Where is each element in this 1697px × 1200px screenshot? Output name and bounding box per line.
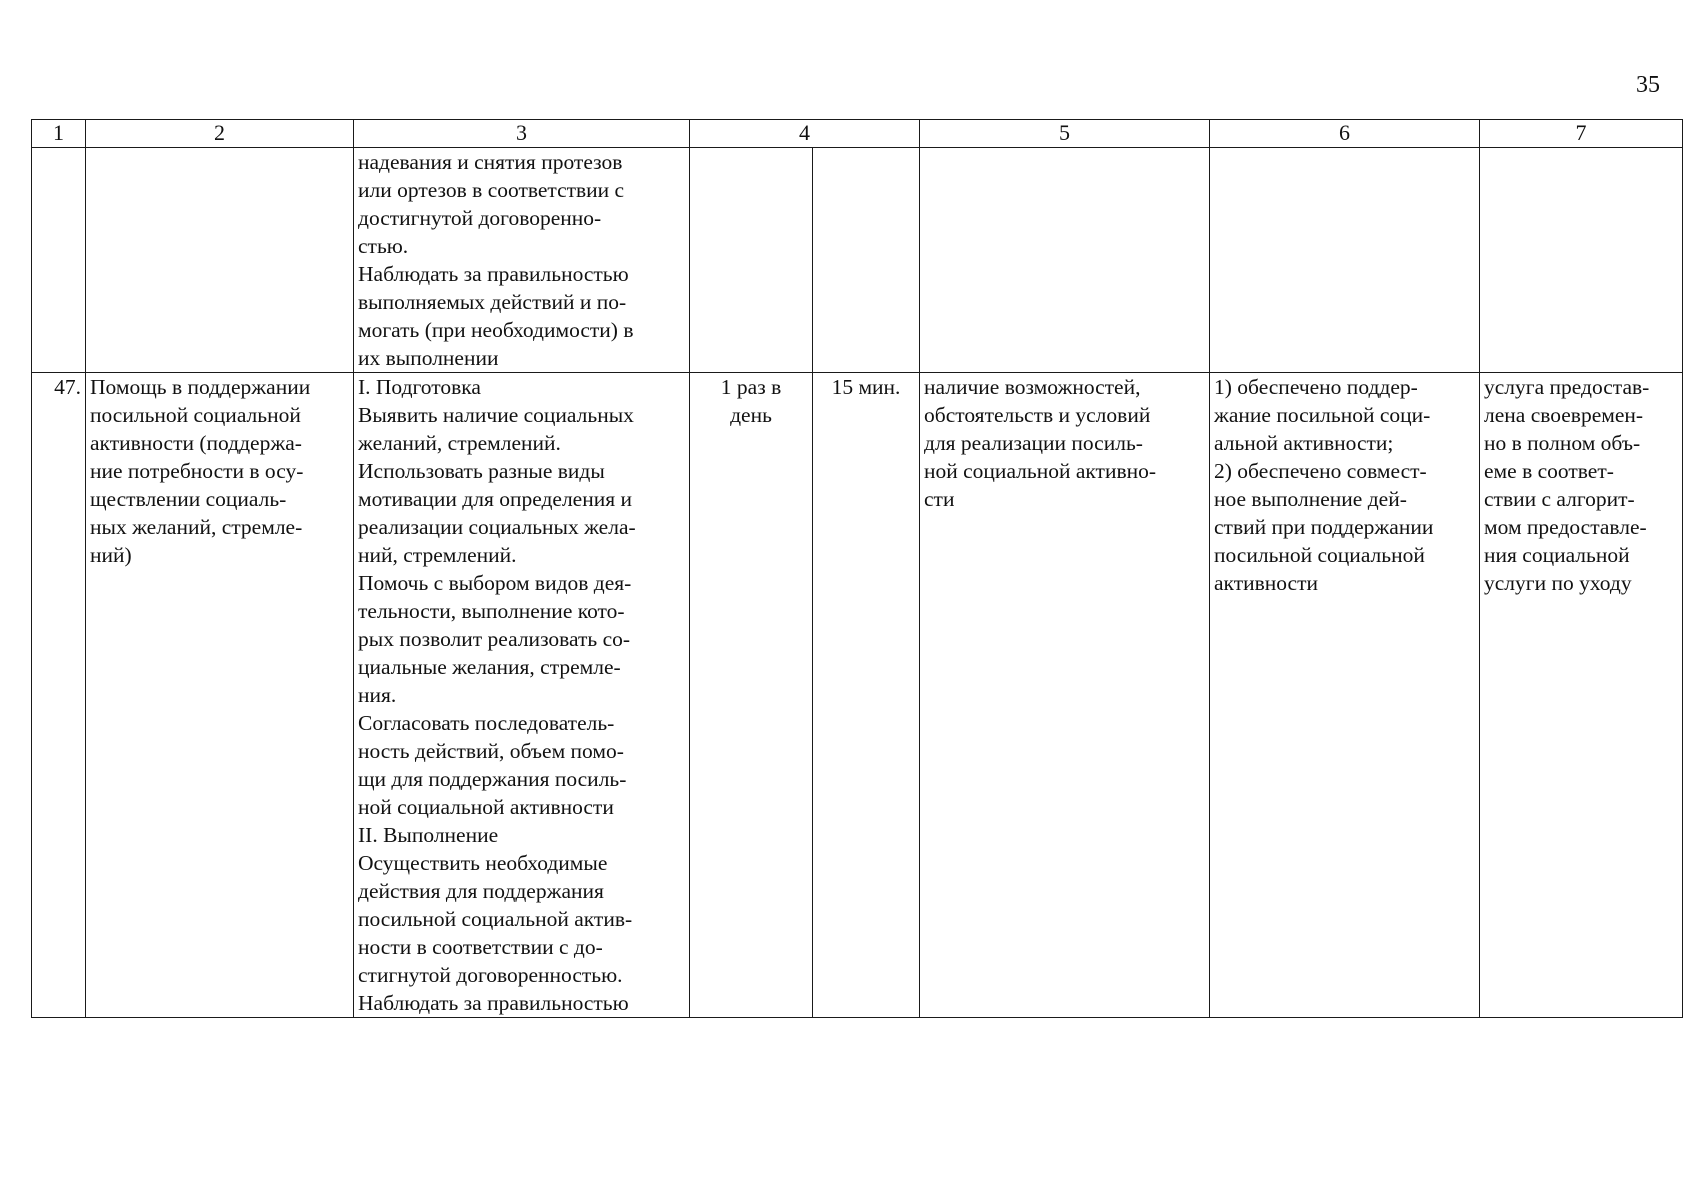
column-header-2: 2 — [86, 120, 354, 148]
table-row — [32, 373, 1683, 1018]
column-header-4: 4 — [690, 120, 920, 148]
continuation-frequency-cell — [690, 148, 813, 373]
continuation-duration-cell — [813, 148, 920, 373]
frequency-text: 1 раз в день — [720, 375, 782, 427]
item-number: 47. — [54, 375, 81, 399]
procedure-text: I. Подготовка Выявить наличие социальных желаний, стремлений. Использовать разные виды мотивации для определения и реализации социальных жела- ний, стремлений. Помочь с выбором видов дея- тельности, выполнение кото- рых позволит реализовать со- циальные желания, стремле- ния. Согласовать последователь- ность действий, объем помо- щи для поддержания посиль- ной социальной активности II. Выполнение Осуществить необходимые действия для поддержания посильной социальной актив- ности в соответствии с до- стигнутой договоренностью. Наблюдать за правильностью — [358, 375, 636, 1015]
duration-cell — [813, 373, 920, 1018]
quality-text: услуга предостав- лена своевремен- но в полном объ- еме в соответ- ствии с алгорит- мом предоставле- ния социальной услуги по уходу — [1484, 375, 1650, 595]
continuation-row — [32, 148, 1683, 373]
continuation-results-cell — [1210, 148, 1480, 373]
conditions-cell — [920, 373, 1210, 1018]
continuation-conditions-cell — [920, 148, 1210, 373]
column-number-row — [32, 120, 1683, 148]
quality-cell — [1480, 373, 1683, 1018]
service-name: Помощь в поддержании посильной социальной активности (поддержа- ние потребности в осу- ществлении социаль- ных желаний, стремле- ний) — [90, 375, 311, 567]
continuation-quality-cell — [1480, 148, 1683, 373]
results-cell — [1210, 373, 1480, 1018]
column-header-1: 1 — [32, 120, 86, 148]
results-text: 1) обеспечено поддер- жание посильной соци- альной активности; 2) обеспечено совмест- ное выполнение дей- ствий при поддержании посильной социальной активности — [1214, 375, 1434, 595]
continuation-procedure-cell — [354, 148, 690, 373]
service-name-cell — [86, 373, 354, 1018]
column-header-6: 6 — [1210, 120, 1480, 148]
procedure-cell — [354, 373, 690, 1018]
continuation-name-cell — [86, 148, 354, 373]
column-header-3: 3 — [354, 120, 690, 148]
services-table — [31, 119, 1683, 1018]
continuation-procedure-text: надевания и снятия протезов или ортезов в соответствии с достигнутой договоренно- стью. Наблюдать за правильностью выполняемых действий и по- могать (при необходимости) в их выполнении — [358, 150, 634, 370]
conditions-text: наличие возможностей, обстоятельств и условий для реализации посиль- ной социальной активно- сти — [924, 375, 1157, 511]
item-number-cell — [32, 373, 86, 1018]
frequency-cell — [690, 373, 813, 1018]
duration-text: 15 мин. — [831, 375, 901, 399]
column-header-7: 7 — [1480, 120, 1683, 148]
continuation-number-cell — [32, 148, 86, 373]
page-number: 35 — [1636, 72, 1660, 98]
column-header-5: 5 — [920, 120, 1210, 148]
